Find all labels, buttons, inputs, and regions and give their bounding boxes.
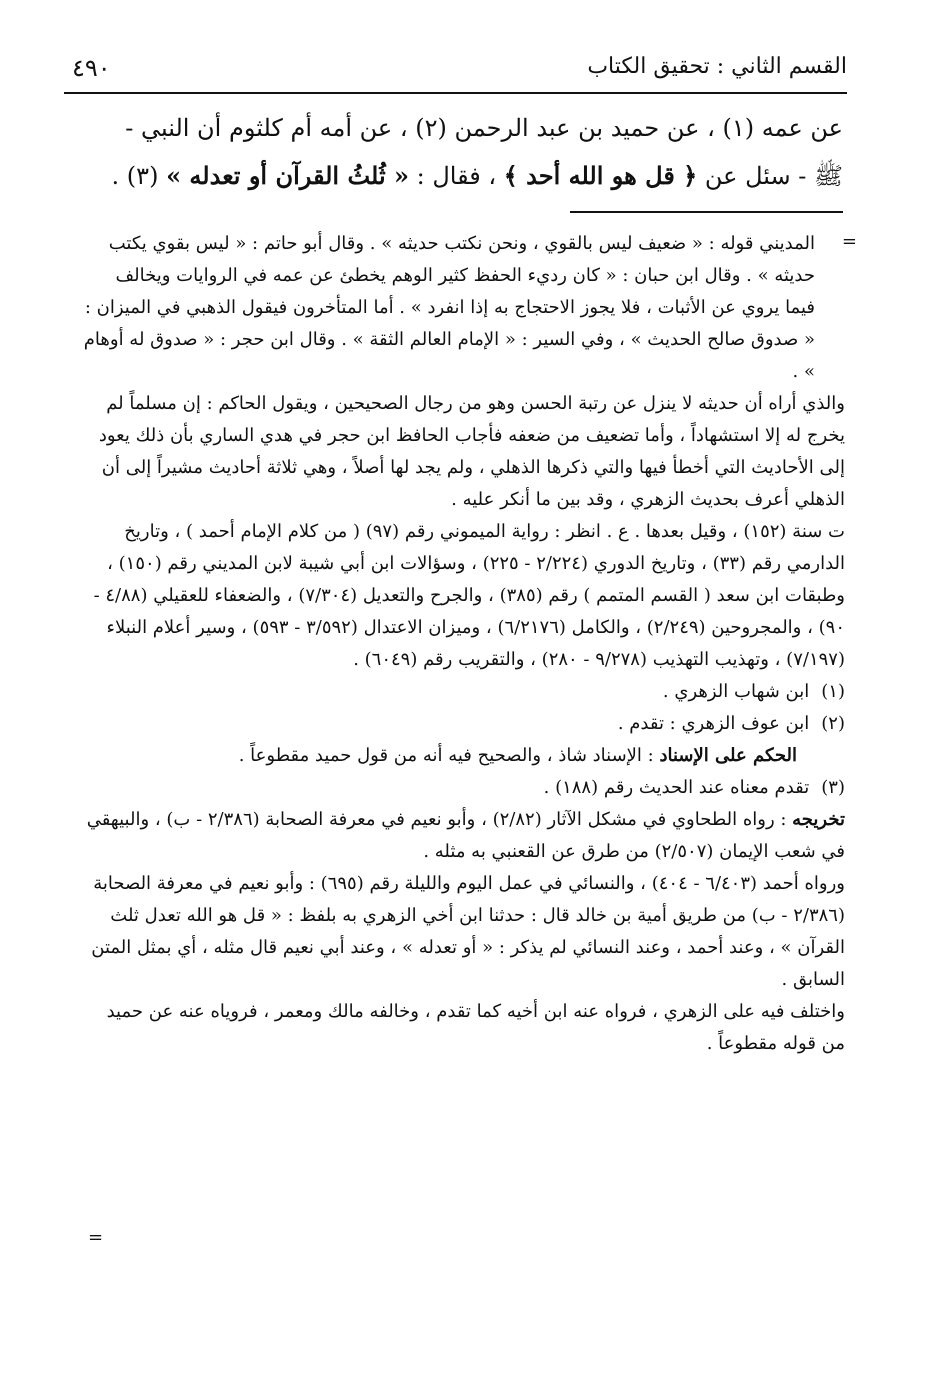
hadith-quote: « ثُلثُ القرآن أو تعدله » [166, 161, 409, 190]
footnotes [80, 228, 845, 1060]
isnad-ruling: الحكم على الإسناد : الإسناد شاذ ، والصحيح فيه أنه من قول حميد مقطوعاً . [238, 745, 797, 766]
note-paragraph: المديني قوله : « ضعيف ليس بالقوي ، ونحن نكتب حديثه » . وقال أبو حاتم : « ليس بقوي يكتب حديثه » . وقال ابن حبان : « كان رديء الحفظ كثير الوهم يخطئ عن عمه في الروايات ويخالف فيما يروي عن الأثبات ، فلا يجوز الاحتجاج به إذا انفرد » . أما المتأخرون فيقول الذهبي في الميزان : « صدوق صالح الحديث » ، وفي السير : « الإمام العالم الثقة » . وقال ابن حجر : « صدوق له أوهام » . [83, 233, 815, 382]
footnote-3: (٣) تقدم معناه عند الحديث رقم (١٨٨) . [543, 777, 845, 798]
note-paragraph: والذي أراه أن حديثه لا ينزل عن رتبة الحسن وهو من رجال الصحيحين ، ويقول الحاكم : إن مسلماً لم يخرج له إلا استشهاداً ، وأما تضعيف من ضعفه فأجاب الحافظ ابن حجر في هدي الساري بأن ذلك يعود إلى الأحاديث التي أخطأ فيها والتي ذكرها الذهلي ، ولم يجد لها أصلاً ، وهي ثلاثة أحاديث مشيراً إلى أن الذهلي أعرف بحديث الزهري ، وقد بين ما أنكر عليه . [98, 393, 845, 510]
honorific-glyph: ﷺ [814, 162, 843, 190]
main-line-1: عن عمه (١) ، عن حميد بن عبد الرحمن (٢) ، عن أمه أم كلثوم أن النبي - [125, 114, 843, 142]
footnote-1: (١) ابن شهاب الزهري . [662, 681, 845, 702]
continuation-marker: = [841, 231, 857, 252]
takhrij-paragraph: تخريجه : رواه الطحاوي في مشكل الآثار (٢/٨٢) ، وأبو نعيم في معرفة الصحابة (٢/٣٨٦ - ب) ، والبيهقي في شعب الإيمان (٢/٥٠٧) من طرق عن القعنبي به مثله . [86, 809, 845, 862]
header-rule [64, 92, 847, 94]
footnote-2: (٢) ابن عوف الزهري : تقدم . [617, 713, 845, 734]
running-header [64, 54, 847, 88]
note-paragraph: ت سنة (١٥٢) ، وقيل بعدها . ع . انظر : رواية الميموني رقم (٩٧) ( من كلام الإمام أحمد ) ، وتاريخ الدارمي رقم (٣٣) ، وتاريخ الدوري (٢/٢٢٤ - ٢٢٥) ، وسؤالات ابن أبي شيبة لابن المديني رقم (١٥٠) ، وطبقات ابن سعد ( القسم المتمم ) رقم (٣٨٥) ، والجرح والتعديل (٧/٣٠٤) ، والضعفاء للعقيلي (٤/٨٨ - ٩٠) ، والمجروحين (٢/٢٤٩) ، والكامل (٦/٢١٧٦) ، وميزان الاعتدال (٣/٥٩٢ - ٥٩٣) ، وسير أعلام النبلاء (٧/١٩٧) ، وتهذيب التهذيب (٩/٢٧٨ - ٢٨٠) ، والتقريب رقم (٦٠٤٩) . [93, 521, 845, 670]
page-number: ٤٩٠ [72, 54, 111, 82]
section-title: القسم الثاني : تحقيق الكتاب [587, 54, 847, 79]
main-text [100, 104, 843, 200]
note-paragraph: ورواه أحمد (٦/٤٠٣ - ٤٠٤) ، والنسائي في عمل اليوم والليلة رقم (٦٩٥) : وأبو نعيم في معرفة الصحابة (٢/٣٨٦ - ب) من طريق أمية بن خالد قال : حدثنا ابن أخي الزهري به بلفظ : « قل هو الله تعدل ثلث القرآن » ، وعند أحمد ، وعند النسائي لم يذكر : « أو تعدله » ، وعند أبي نعيم قال مثله ، أي بمثل المتن السابق . [91, 873, 845, 990]
note-paragraph: واختلف فيه على الزهري ، فرواه عنه ابن أخيه كما تقدم ، وخالفه مالك ومعمر ، فروياه عنه عن حميد من قوله مقطوعاً . [106, 1001, 845, 1054]
quran-verse: ﴿ قل هو الله أحد ﴾ [503, 161, 698, 190]
footnote-separator [570, 211, 843, 213]
main-line-2: ﷺ - سئل عن ﴿ قل هو الله أحد ﴾ ، فقال : « ثُلثُ القرآن أو تعدله » (٣) . [111, 161, 843, 190]
continuation-marker-end: = [88, 1227, 104, 1248]
footnote-ref: (٣) . [111, 162, 159, 190]
